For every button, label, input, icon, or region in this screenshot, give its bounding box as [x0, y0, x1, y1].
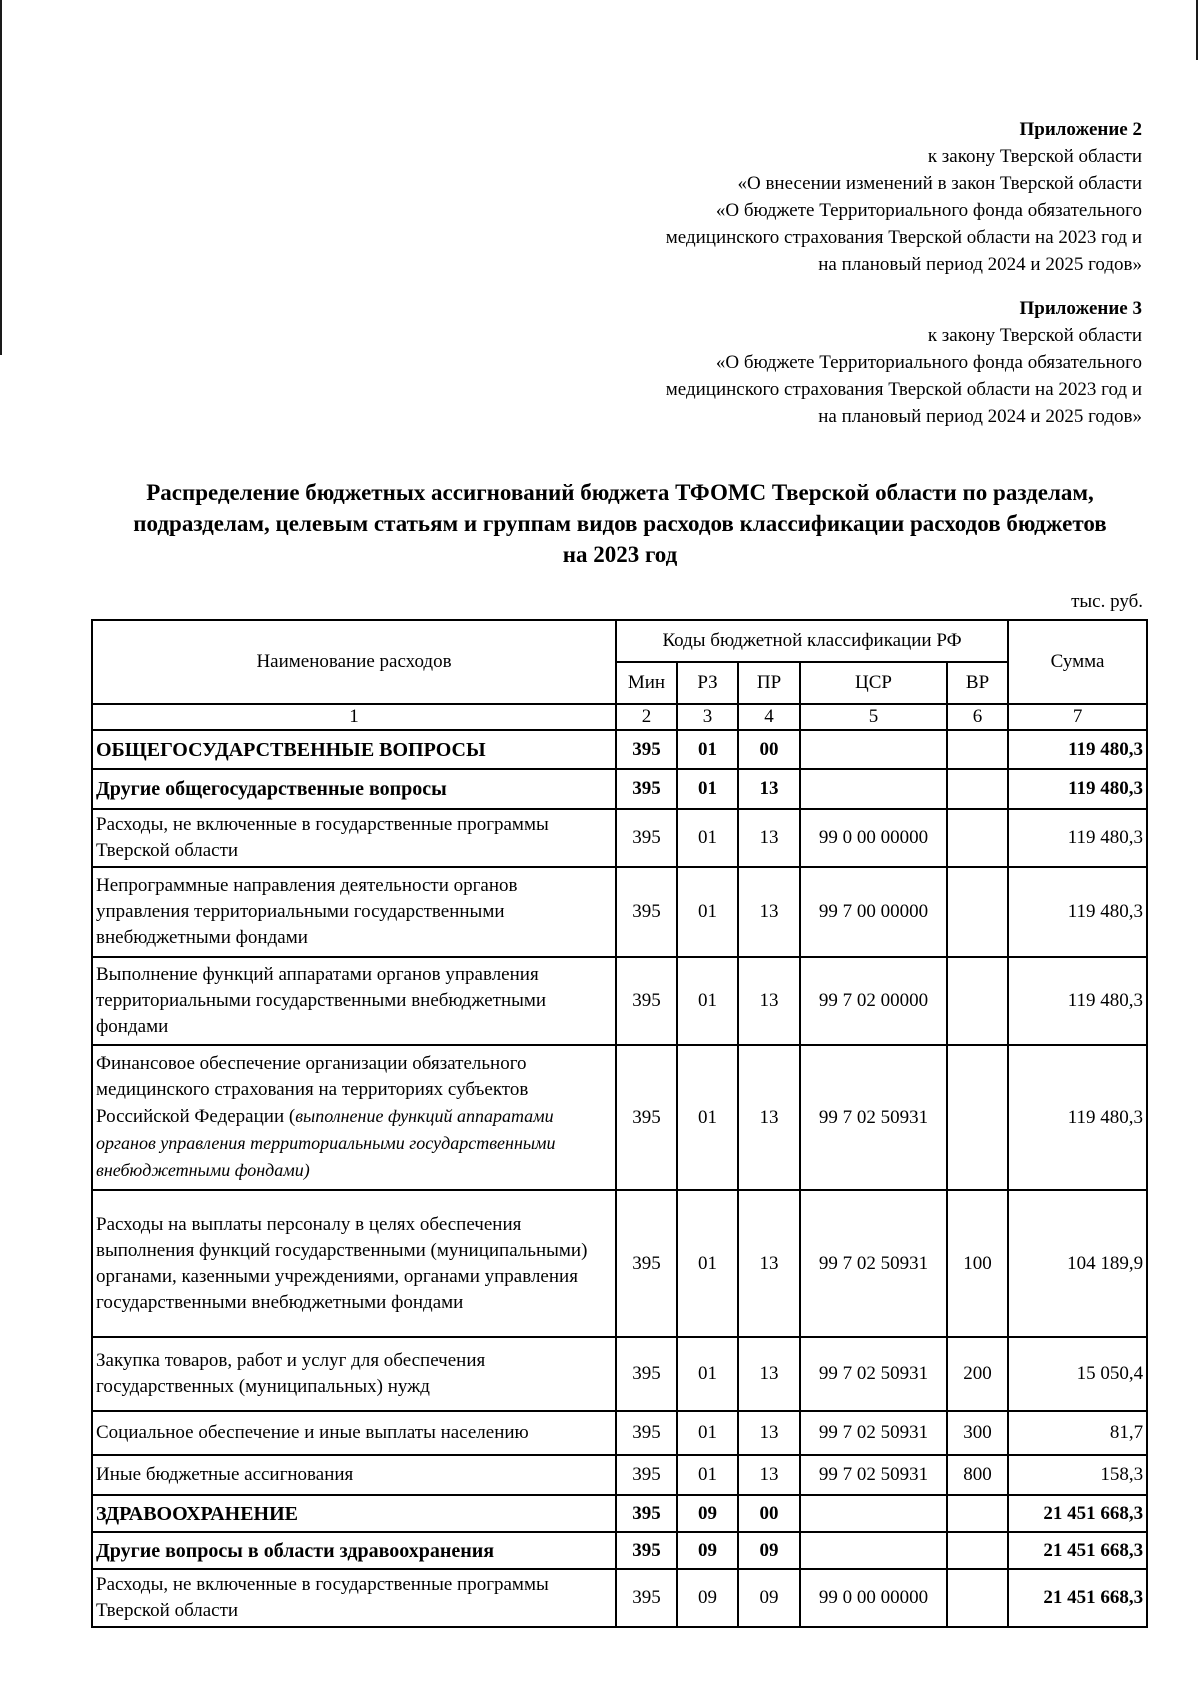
ministry-code: 395 — [616, 1455, 677, 1495]
amount: 21 451 668,3 — [1008, 1532, 1147, 1569]
target-article-code: 99 7 02 00000 — [800, 957, 947, 1045]
expense-type-code — [947, 1532, 1008, 1569]
units-label: тыс. руб. — [1071, 591, 1143, 612]
subsection-code: 13 — [738, 809, 800, 867]
ministry-code: 395 — [616, 867, 677, 957]
subsection-code: 13 — [738, 1455, 800, 1495]
document-title-line: Распределение бюджетных ассигнований бюджета ТФОМС Тверской области по разделам, — [146, 480, 1094, 505]
table-row — [92, 769, 1147, 809]
table-row — [92, 809, 1147, 867]
ministry-code: 395 — [616, 1569, 677, 1627]
header-codes-group: Коды бюджетной классификации РФ — [616, 620, 1008, 662]
annex-2-line: медицинского страхования Тверской области на 2023 год и — [665, 227, 1142, 248]
section-code: 01 — [677, 1455, 738, 1495]
amount: 119 480,3 — [1008, 1045, 1147, 1190]
section-code: 01 — [677, 867, 738, 957]
column-number: 6 — [947, 704, 1008, 730]
expense-type-code — [947, 957, 1008, 1045]
scan-edge-left — [0, 0, 2, 355]
subsection-code: 13 — [738, 957, 800, 1045]
annex-2-line: «О бюджете Территориального фонда обязательного — [715, 200, 1142, 221]
expense-type-code — [947, 809, 1008, 867]
expense-name-text: Расходы, не включенные в государственные программы Тверской области — [96, 814, 549, 861]
column-number: 1 — [92, 704, 616, 730]
subsection-code: 13 — [738, 1411, 800, 1455]
header-csr: ЦСР — [800, 662, 947, 704]
table-row — [92, 1411, 1147, 1455]
amount: 119 480,3 — [1008, 730, 1147, 769]
ministry-code: 395 — [616, 1045, 677, 1190]
annex-3-line: медицинского страхования Тверской области на 2023 год и — [665, 379, 1142, 400]
annex-3-title: Приложение 3 — [1019, 298, 1142, 319]
amount: 119 480,3 — [1008, 867, 1147, 957]
expense-type-code: 300 — [947, 1411, 1008, 1455]
target-article-code — [800, 1495, 947, 1532]
expense-name — [92, 867, 616, 957]
section-code: 01 — [677, 769, 738, 809]
expense-name-text: Непрограммные направления деятельности органов управления территориальными государственными внебюджетными фондами — [96, 875, 518, 948]
ministry-code: 395 — [616, 809, 677, 867]
annex-3-line: к закону Тверской области — [927, 325, 1142, 346]
amount: 119 480,3 — [1008, 957, 1147, 1045]
expense-name — [92, 1337, 616, 1411]
annex-2-title: Приложение 2 — [1019, 119, 1142, 140]
expense-name — [92, 1569, 616, 1627]
expense-name-text: ОБЩЕГОСУДАРСТВЕННЫЕ ВОПРОСЫ — [96, 738, 486, 761]
target-article-code: 99 7 00 00000 — [800, 867, 947, 957]
subsection-code: 13 — [738, 867, 800, 957]
section-code: 01 — [677, 1337, 738, 1411]
expense-name-text: ЗДРАВООХРАНЕНИЕ — [96, 1502, 298, 1525]
expense-name — [92, 1045, 616, 1190]
target-article-code: 99 7 02 50931 — [800, 1455, 947, 1495]
expense-name — [92, 769, 616, 809]
table-row — [92, 867, 1147, 957]
table-row — [92, 730, 1147, 769]
subsection-code: 13 — [738, 1190, 800, 1337]
annex-2-line: к закону Тверской области — [927, 146, 1142, 167]
column-number: 7 — [1008, 704, 1147, 730]
section-code: 01 — [677, 957, 738, 1045]
subsection-code: 00 — [738, 730, 800, 769]
annex-2-line: «О внесении изменений в закон Тверской области — [737, 173, 1142, 194]
subsection-code: 09 — [738, 1532, 800, 1569]
column-number-row — [92, 704, 1147, 730]
section-code: 01 — [677, 1190, 738, 1337]
expense-type-code: 200 — [947, 1337, 1008, 1411]
header-name: Наименование расходов — [92, 620, 616, 704]
target-article-code: 99 7 02 50931 — [800, 1045, 947, 1190]
table-body — [92, 730, 1147, 1627]
amount: 21 451 668,3 — [1008, 1495, 1147, 1532]
document-title-line: на 2023 год — [562, 542, 678, 567]
target-article-code: 99 0 00 00000 — [800, 1569, 947, 1627]
subsection-code: 13 — [738, 1045, 800, 1190]
document-title-line: подразделам, целевым статьям и группам видов расходов классификации расходов бюджетов — [133, 511, 1107, 536]
header-sum: Сумма — [1008, 620, 1147, 704]
header-rz: РЗ — [677, 662, 738, 704]
header-pr: ПР — [738, 662, 800, 704]
table-row — [92, 1532, 1147, 1569]
target-article-code — [800, 1532, 947, 1569]
ministry-code: 395 — [616, 1190, 677, 1337]
expense-type-code — [947, 867, 1008, 957]
table-row — [92, 1190, 1147, 1337]
expense-name-text: Другие общегосударственные вопросы — [96, 778, 447, 800]
target-article-code — [800, 730, 947, 769]
subsection-code: 13 — [738, 769, 800, 809]
expense-name — [92, 1532, 616, 1569]
section-code: 01 — [677, 1045, 738, 1190]
annex-3-line: «О бюджете Территориального фонда обязательного — [715, 352, 1142, 373]
expense-name-text: Финансовое обеспечение организации обязательного медицинского страхования на территориях субъектов Российской Федерации ( — [96, 1053, 529, 1127]
ministry-code: 395 — [616, 957, 677, 1045]
ministry-code: 395 — [616, 1337, 677, 1411]
target-article-code — [800, 769, 947, 809]
expense-name — [92, 957, 616, 1045]
section-code: 09 — [677, 1532, 738, 1569]
scan-edge-right — [1196, 0, 1198, 60]
target-article-code: 99 0 00 00000 — [800, 809, 947, 867]
header-min: Мин — [616, 662, 677, 704]
expense-name-text: Расходы, не включенные в государственные программы Тверской области — [96, 1574, 549, 1621]
table-row — [92, 1337, 1147, 1411]
amount: 15 050,4 — [1008, 1337, 1147, 1411]
annex-2-line: на плановый период 2024 и 2025 годов» — [818, 254, 1142, 275]
expense-type-code: 800 — [947, 1455, 1008, 1495]
ministry-code: 395 — [616, 1495, 677, 1532]
ministry-code: 395 — [616, 1411, 677, 1455]
table-row — [92, 1455, 1147, 1495]
expense-type-code: 100 — [947, 1190, 1008, 1337]
document-title — [90, 477, 1150, 570]
expense-name-text: Расходы на выплаты персоналу в целях обеспечения выполнения функций государственными (муниципальными) органами, казенными учреждениями, органами управления государственными внебюджетными фондами — [96, 1213, 588, 1313]
expense-name — [92, 1495, 616, 1532]
target-article-code: 99 7 02 50931 — [800, 1337, 947, 1411]
annex-3-header — [666, 295, 1142, 430]
ministry-code: 395 — [616, 730, 677, 769]
expense-type-code — [947, 769, 1008, 809]
expense-name — [92, 730, 616, 769]
column-number: 2 — [616, 704, 677, 730]
section-code: 01 — [677, 730, 738, 769]
expense-name-text: Иные бюджетные ассигнования — [96, 1464, 354, 1485]
amount: 158,3 — [1008, 1455, 1147, 1495]
section-code: 09 — [677, 1569, 738, 1627]
annex-3-line: на плановый период 2024 и 2025 годов» — [818, 406, 1142, 427]
expense-name-text: Другие вопросы в области здравоохранения — [96, 1539, 495, 1562]
annex-2-header — [666, 116, 1142, 278]
table-row — [92, 1569, 1147, 1627]
expense-name-text: Закупка товаров, работ и услуг для обеспечения государственных (муниципальных) нужд — [96, 1350, 486, 1397]
expense-name — [92, 1190, 616, 1337]
target-article-code: 99 7 02 50931 — [800, 1190, 947, 1337]
table-header-row — [92, 620, 1147, 662]
table-row — [92, 1495, 1147, 1532]
expense-name — [92, 809, 616, 867]
header-vr: ВР — [947, 662, 1008, 704]
amount: 81,7 — [1008, 1411, 1147, 1455]
expense-name-text: Социальное обеспечение и иные выплаты населению — [96, 1422, 529, 1443]
column-number: 5 — [800, 704, 947, 730]
expense-type-code — [947, 730, 1008, 769]
amount: 119 480,3 — [1008, 769, 1147, 809]
target-article-code: 99 7 02 50931 — [800, 1411, 947, 1455]
subsection-code: 13 — [738, 1337, 800, 1411]
column-number: 4 — [738, 704, 800, 730]
table-row — [92, 957, 1147, 1045]
expense-name-text: Выполнение функций аппаратами органов управления территориальными государственными внебюджетными фондами — [96, 964, 547, 1037]
amount: 119 480,3 — [1008, 809, 1147, 867]
column-number: 3 — [677, 704, 738, 730]
ministry-code: 395 — [616, 1532, 677, 1569]
subsection-code: 00 — [738, 1495, 800, 1532]
expense-type-code — [947, 1569, 1008, 1627]
subsection-code: 09 — [738, 1569, 800, 1627]
table-row — [92, 1045, 1147, 1190]
section-code: 01 — [677, 809, 738, 867]
expense-name — [92, 1411, 616, 1455]
expense-name — [92, 1455, 616, 1495]
expense-type-code — [947, 1495, 1008, 1532]
section-code: 01 — [677, 1411, 738, 1455]
amount: 104 189,9 — [1008, 1190, 1147, 1337]
amount: 21 451 668,3 — [1008, 1569, 1147, 1627]
expense-type-code — [947, 1045, 1008, 1190]
section-code: 09 — [677, 1495, 738, 1532]
budget-table — [91, 619, 1148, 1628]
expense-name-note: выполнение функций аппаратами органов управления территориальными государственными внебюджетными фондами) — [96, 1106, 556, 1180]
ministry-code: 395 — [616, 769, 677, 809]
